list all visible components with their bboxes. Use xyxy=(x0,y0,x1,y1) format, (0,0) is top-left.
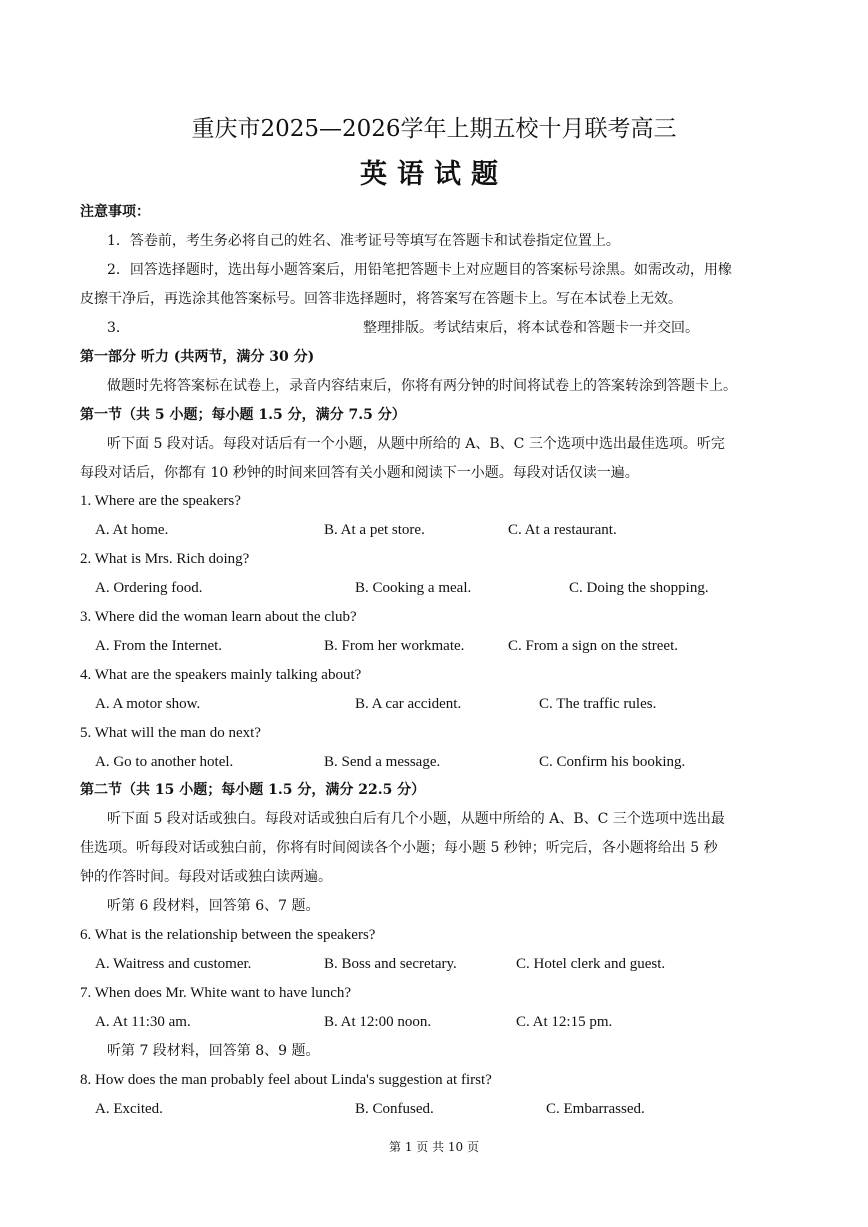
question-stem: 5. What will the man do next? xyxy=(80,725,261,741)
option-c: C. At a restaurant. xyxy=(508,522,617,538)
option-c: C. The traffic rules. xyxy=(539,696,657,712)
option-a: A. Ordering food. xyxy=(95,580,203,596)
section2-heading: 第二节（共 15 小题；每小题 1.5 分，满分 22.5 分） xyxy=(80,782,426,798)
option-a: A. From the Internet. xyxy=(95,638,223,654)
question-stem: 2. What is Mrs. Rich doing? xyxy=(80,551,250,567)
question-stem: 4. What are the speakers mainly talking about? xyxy=(80,667,362,683)
section2-instruction-c: 钟的作答时间。每段对话或独白读两遍。 xyxy=(80,869,332,885)
notice-heading: 注意事项： xyxy=(80,204,150,220)
section1-instruction-a: 听下面 5 段对话。每段对话后有一个小题，从题中所给的 A、B、C 三个选项中选出最佳选项。听完 xyxy=(107,436,725,452)
material-7-note: 听第 7 段材料，回答第 8、9 题。 xyxy=(107,1043,320,1059)
option-a: A. A motor show. xyxy=(95,696,201,712)
section1-instruction-b: 每段对话后，你都有 10 秒钟的时间来回答有关小题和阅读下一小题。每段对话仅读一遍。 xyxy=(80,465,639,481)
subject-title: 英语试题 xyxy=(360,159,508,190)
option-b: B. At 12:00 noon. xyxy=(324,1014,432,1030)
section2-instruction-a: 听下面 5 段对话或独白。每段对话或独白后有几个小题，从题中所给的 A、B、C 三个选项中选出最 xyxy=(107,811,725,827)
exam-title: 重庆市2025—2026学年上期五校十月联考高三 xyxy=(191,116,677,142)
option-b: B. A car accident. xyxy=(355,696,462,712)
option-b: B. Send a message. xyxy=(324,754,441,770)
question-stem: 7. When does Mr. White want to have lunch? xyxy=(80,985,352,1001)
option-b: B. From her workmate. xyxy=(324,638,465,654)
question-stem: 3. Where did the woman learn about the club? xyxy=(80,609,357,625)
notice-2a: 2．回答选择题时，选出每小题答案后，用铅笔把答题卡上对应题目的答案标号涂黑。如需改动，用橡 xyxy=(107,262,732,278)
question-stem: 6. What is the relationship between the speakers? xyxy=(80,927,376,943)
option-a: A. Go to another hotel. xyxy=(95,754,234,770)
option-c: C. From a sign on the street. xyxy=(508,638,678,654)
option-c: C. Hotel clerk and guest. xyxy=(516,956,666,972)
option-c: C. Doing the shopping. xyxy=(569,580,709,596)
part1-heading: 第一部分 听力 (共两节，满分 30 分) xyxy=(80,349,315,365)
option-c: C. Embarrassed. xyxy=(546,1101,645,1117)
option-b: B. Boss and secretary. xyxy=(324,956,457,972)
notice-3-number: 3． xyxy=(107,320,130,336)
notice-1: 1．答卷前，考生务必将自己的姓名、准考证号等填写在答题卡和试卷指定位置上。 xyxy=(107,233,620,249)
question-stem: 8. How does the man probably feel about Linda's suggestion at first? xyxy=(80,1072,492,1088)
option-b: B. At a pet store. xyxy=(324,522,425,538)
option-c: C. At 12:15 pm. xyxy=(516,1014,613,1030)
option-a: A. Waitress and customer. xyxy=(95,956,252,972)
option-a: A. Excited. xyxy=(95,1101,163,1117)
part1-instruction: 做题时先将答案标在试卷上，录音内容结束后，你将有两分钟的时间将试卷上的答案转涂到答题卡上。 xyxy=(107,378,737,394)
section1-heading: 第一节（共 5 小题；每小题 1.5 分，满分 7.5 分） xyxy=(80,407,406,423)
option-a: A. At home. xyxy=(95,522,169,538)
page-footer: 第 1 页 共 10 页 xyxy=(389,1140,479,1154)
question-stem: 1. Where are the speakers? xyxy=(80,493,241,509)
option-b: B. Confused. xyxy=(355,1101,434,1117)
option-a: A. At 11:30 am. xyxy=(95,1014,191,1030)
notice-3-text: 整理排版。考试结束后，将本试卷和答题卡一并交回。 xyxy=(363,320,699,336)
option-c: C. Confirm his booking. xyxy=(539,754,686,770)
section2-instruction-b: 佳选项。听每段对话或独白前，你将有时间阅读各个小题；每小题 5 秒钟；听完后，各小题将给出 5 秒 xyxy=(80,840,718,856)
option-b: B. Cooking a meal. xyxy=(355,580,472,596)
material-6-note: 听第 6 段材料，回答第 6、7 题。 xyxy=(107,898,320,914)
notice-2b: 皮擦干净后，再选涂其他答案标号。回答非选择题时，将答案写在答题卡上。写在本试卷上无效。 xyxy=(80,291,682,307)
